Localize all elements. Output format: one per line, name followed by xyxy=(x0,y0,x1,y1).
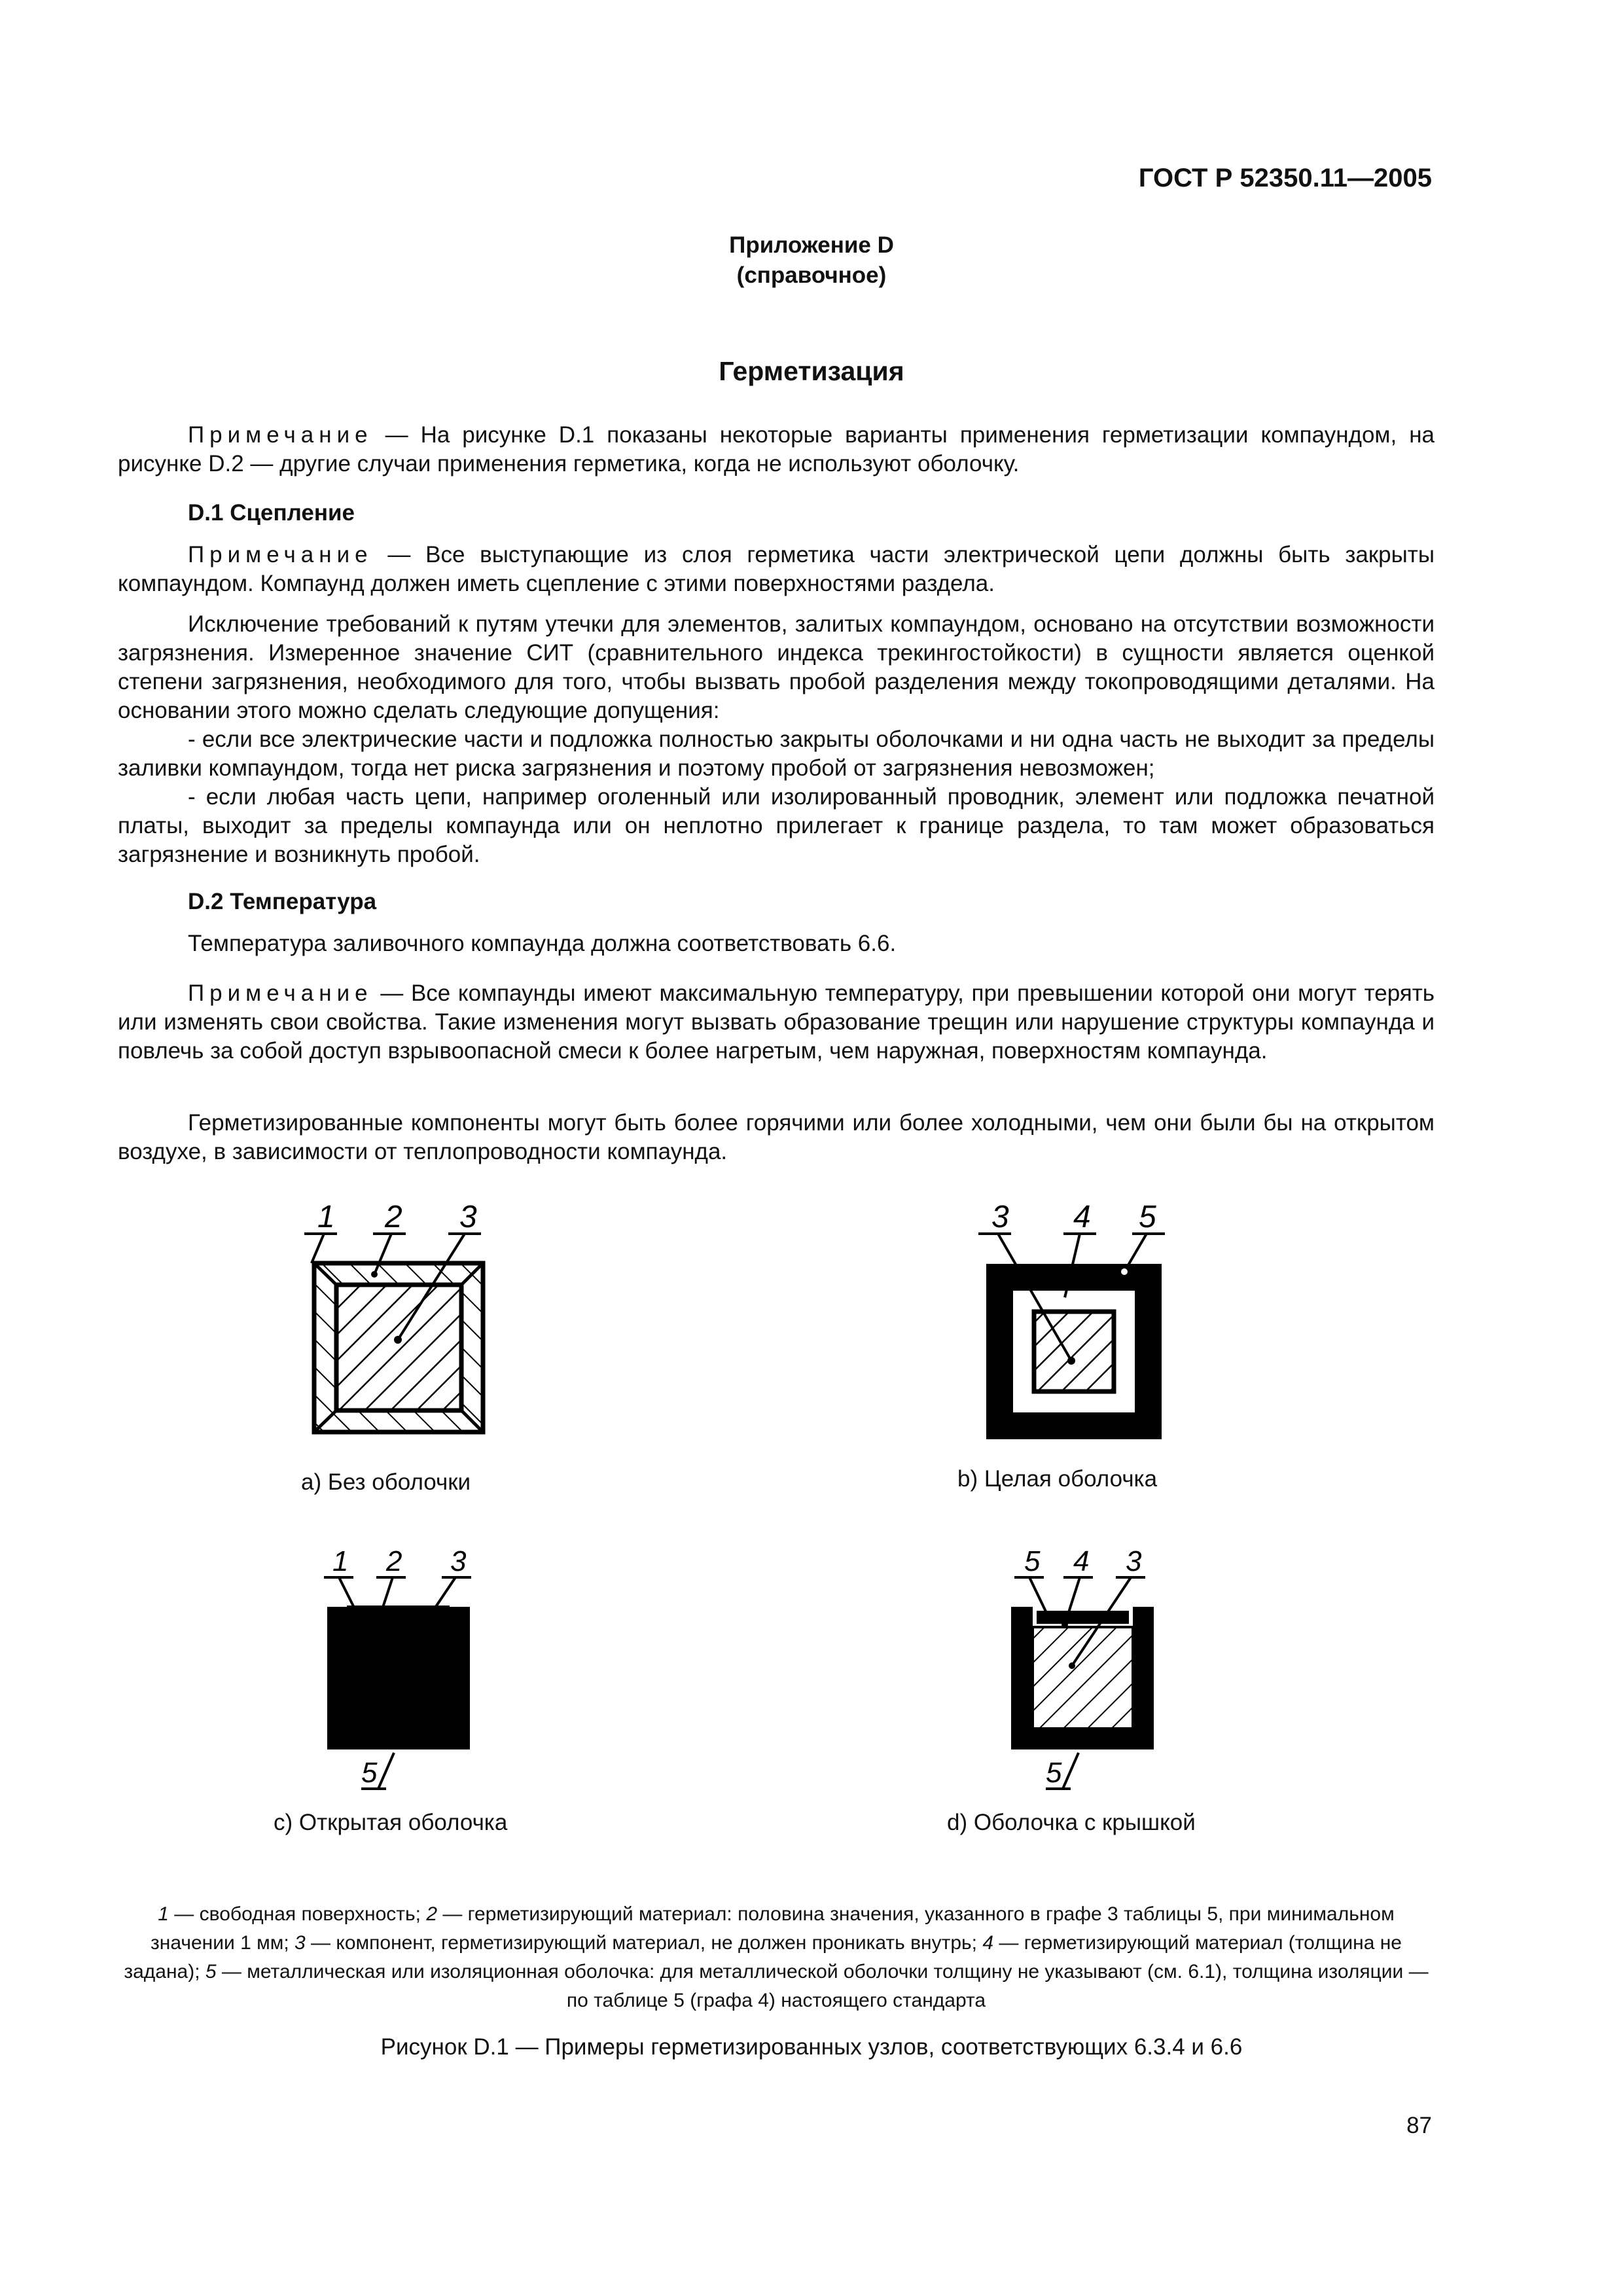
figure-b-drawing xyxy=(975,1188,1185,1450)
note-label: Примечание xyxy=(188,980,373,1006)
svg-text:4: 4 xyxy=(1073,1200,1091,1234)
figure-caption: Рисунок D.1 — Примеры герметизированных узлов, соответствующих 6.3.4 и 6.6 xyxy=(380,2034,1243,2060)
figure-d-caption: d) Оболочка с крышкой xyxy=(947,1810,1196,1835)
svg-text:5: 5 xyxy=(1024,1545,1041,1577)
legend-text-2: — герметизирующий материал: половина значения, указанного в графе 3 таблицы 5, при минимальном значении 1 мм; xyxy=(151,1903,1395,1954)
note-label: Примечание xyxy=(188,542,373,567)
d1-bullet-1: - если все электрические части и подложка полностью закрыты оболочками и ни одна часть не выходит за пределы заливки компаундом, тогда нет риска загрязнения и поэтому пробой от загрязнения невозможен; xyxy=(118,726,1435,781)
svg-text:5: 5 xyxy=(361,1757,378,1789)
figure-d xyxy=(995,1532,1158,1793)
svg-text:3: 3 xyxy=(459,1200,477,1234)
section-d2-heading: D.2 Температура xyxy=(188,889,377,914)
legend-num-3: 3 xyxy=(294,1932,306,1954)
figure-legend xyxy=(118,1900,1435,2015)
document-code: ГОСТ Р 52350.11—2005 xyxy=(1138,164,1432,192)
svg-text:1: 1 xyxy=(317,1200,335,1234)
note-label: Примечание xyxy=(188,422,373,448)
figure-c xyxy=(321,1532,484,1793)
note-text: — Все компаунды имеют максимальную температуру, при превышении которой они могут терять или изменять свои свойства. Такие изменения могут вызвать образование трещин или нарушение структуры компаунда и повлечь за собой доступ взрывоопасной смеси к более нагретым, чем наружная, поверхностям компаунда. xyxy=(118,980,1435,1064)
legend-text-1: — свободная поверхность; xyxy=(168,1903,427,1925)
legend-text-5: — металлическая или изоляционная оболочка: для металлической оболочки толщину не указывают (см. 6.1), толщина изоляции — по таблице 5 (графа 4) настоящего стандарта xyxy=(216,1961,1429,2011)
legend-text-3: — компонент, герметизирующий материал, не должен проникать внутрь; xyxy=(305,1932,983,1954)
svg-text:3: 3 xyxy=(991,1200,1009,1234)
svg-text:4: 4 xyxy=(1073,1545,1090,1577)
d1-paragraph: Исключение требований к путям утечки для элементов, залитых компаундом, основано на отсутствии возможности загрязнения. Измеренное значение СИТ (сравнительного индекса трекингостойкости) в сущности является оценкой степени загрязнения, необходимого для того, чтобы вызвать пробой разделения между токопроводящими деталями. На основании этого можно сделать следующие допущения: xyxy=(118,611,1435,723)
legend-num-2: 2 xyxy=(426,1903,437,1925)
appendix-subtitle: (справочное) xyxy=(736,262,887,288)
svg-text:3: 3 xyxy=(1126,1545,1142,1577)
figure-b-caption: b) Целая оболочка xyxy=(957,1466,1158,1492)
figure-a-caption: a) Без оболочки xyxy=(301,1469,471,1495)
figure-a-drawing xyxy=(301,1188,497,1450)
figure-d-drawing xyxy=(995,1532,1158,1793)
appendix-title: Приложение D xyxy=(729,232,894,258)
section-d1-heading: D.1 Сцепление xyxy=(188,500,355,526)
page-number: 87 xyxy=(1406,2113,1432,2138)
figure-b xyxy=(975,1188,1185,1450)
legend-num-4: 4 xyxy=(982,1932,994,1954)
svg-text:1: 1 xyxy=(332,1545,349,1577)
legend-num-5: 5 xyxy=(205,1961,217,1982)
svg-text:3: 3 xyxy=(450,1545,467,1577)
figure-c-drawing xyxy=(321,1532,484,1793)
note-text: — Все выступающие из слоя герметика части электрической цепи должны быть закрыты компаундом. Компаунд должен иметь сцепление с этими поверхностями раздела. xyxy=(118,542,1435,596)
d2-paragraph-1: Температура заливочного компаунда должна соответствовать 6.6. xyxy=(188,931,897,956)
svg-text:5: 5 xyxy=(1139,1200,1156,1234)
figure-a xyxy=(301,1188,497,1450)
d2-paragraph-2: Герметизированные компоненты могут быть более горячими или более холодными, чем они были бы на открытом воздухе, в зависимости от теплопроводности компаунда. xyxy=(118,1110,1435,1164)
legend-num-1: 1 xyxy=(158,1903,169,1925)
note-text: — На рисунке D.1 показаны некоторые варианты применения герметизации компаундом, на рисунке D.2 — другие случаи применения герметика, когда не используют оболочку. xyxy=(118,422,1435,476)
figure-c-caption: c) Открытая оболочка xyxy=(274,1810,508,1835)
legend-text-4: — герметизирующий материал (толщина не задана); xyxy=(124,1932,1402,1982)
note-intro xyxy=(118,421,1435,478)
svg-text:2: 2 xyxy=(385,1200,402,1234)
svg-text:5: 5 xyxy=(1046,1757,1062,1789)
d2-note xyxy=(118,979,1435,1066)
section-title: Герметизация xyxy=(719,356,904,386)
d1-bullet-2: - если любая часть цепи, например оголенный или изолированный проводник, элемент или подложка печатной платы, выходит за пределы компаунда или он неплотно прилегает к границе раздела, то там может образоваться загрязнение и возникнуть пробой. xyxy=(118,784,1435,867)
d1-note xyxy=(118,541,1435,598)
svg-text:2: 2 xyxy=(386,1545,402,1577)
